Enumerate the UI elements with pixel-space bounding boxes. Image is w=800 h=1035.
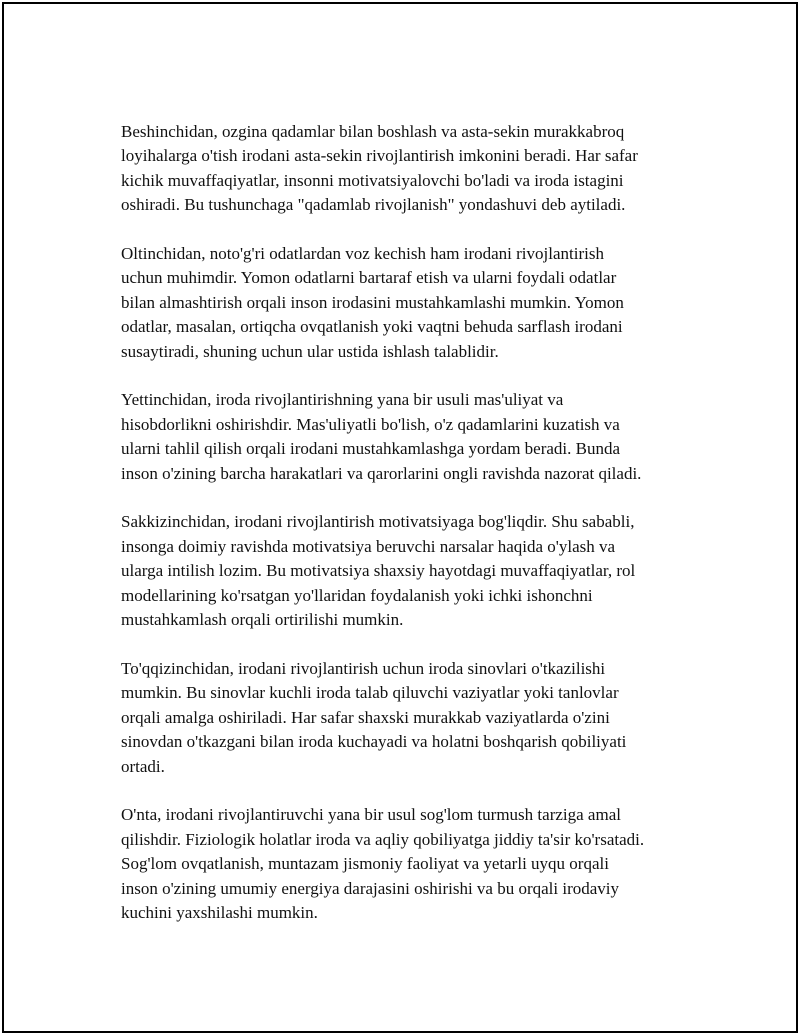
paragraph-5: Beshinchidan, ozgina qadamlar bilan boshlash va asta-sekin murakkabroq loyihalarga o'tish irodani asta-sekin rivojlantirish imkonini beradi. Har safar kichik muvaffaqiyatlar, insonni motivatsiyalovchi bo'ladi va iroda istagini oshiradi. Bu tushunchaga "qadamlab rivojlanish" yondashuvi deb aytiladi. bbox=[121, 122, 638, 215]
paragraph-6: Oltinchidan, noto'g'ri odatlardan voz kechish ham irodani rivojlantirish uchun muhimdir. Yomon odatlarni bartaraf etish va ularni foydali odatlar bilan almashtirish orqali inson irodasini mustahkamlashi mumkin. Yomon odatlar, masalan, ortiqcha ovqatlanish yoki vaqtni behuda sarflash irodani susaytiradi, shuning uchun ular ustida ishlash talablidir. bbox=[121, 244, 624, 361]
paragraph-10: O'nta, irodani rivojlantiruvchi yana bir usul sog'lom turmush tarziga amal qilishdir. Fiziologik holatlar iroda va aqliy qobiliyatga jiddiy ta'sir ko'rsatadi. Sog'lom ovqatlanish, muntazam jismoniy faoliyat va yetarli uyqu orqali inson o'zining umumiy energiya darajasini oshirishi va bu orqali irodaviy kuchini yaxshilashi mumkin. bbox=[121, 805, 645, 922]
page-frame bbox=[2, 2, 798, 1033]
document-body bbox=[121, 120, 711, 925]
paragraph-7: Yettinchidan, iroda rivojlantirishning yana bir usuli mas'uliyat va hisobdorlikni oshirishdir. Mas'uliyatli bo'lish, o'z qadamlarini kuzatish va ularni tahlil qilish orqali irodani mustahkamlashga yordam beradi. Bunda inson o'zining barcha harakatlari va qarorlarini ongli ravishda nazorat qiladi. bbox=[121, 390, 642, 483]
paragraph-9: To'qqizinchidan, irodani rivojlantirish uchun iroda sinovlari o'tkazilishi mumkin. Bu sinovlar kuchli iroda talab qiluvchi vaziyatlar yoki tanlovlar orqali amalga oshiriladi. Har safar shaxski murakkab vaziyatlarda o'zini sinovdan o'tkazgani bilan iroda kuchayadi va holatni boshqarish qobiliyati ortadi. bbox=[121, 658, 627, 776]
paragraph-8: Sakkizinchidan, irodani rivojlantirish motivatsiyaga bog'liqdir. Shu sababli, insonga doimiy ravishda motivatsiya beruvchi narsalar haqida o'ylash va ularga intilish lozim. Bu motivatsiya shaxsiy hayotdagi muvaffaqiyatlar, rol modellarining ko'rsatgan yo'llaridan foydalanish yoki ichki ishonchni mustahkamlash orqali ortirilishi mumkin. bbox=[121, 512, 636, 630]
